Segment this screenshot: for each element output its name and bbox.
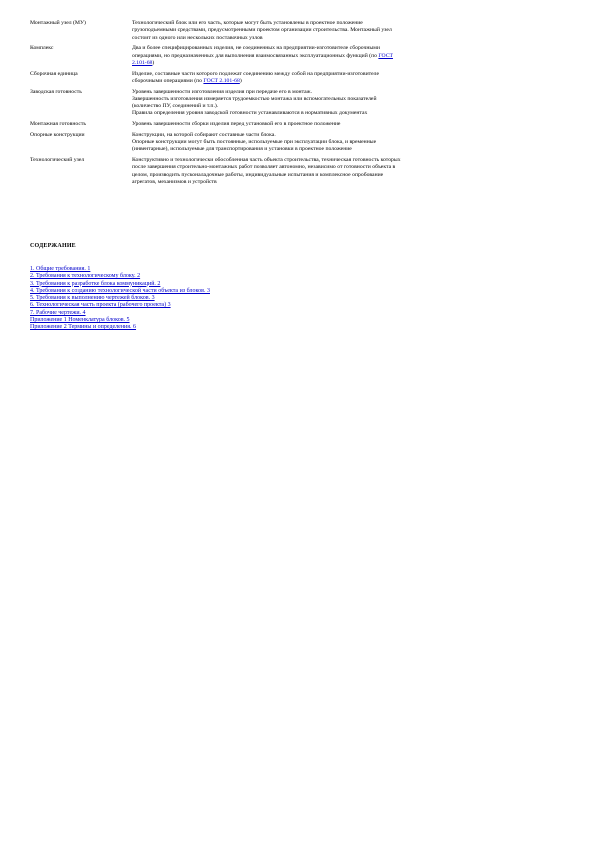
- term-definition: Изделие, составные части которого подлежат соединению между собой на предприятии-изготовителе сборочными операциями (по ГОСТ 2.101-68): [132, 70, 379, 84]
- term-definition: Технологический блок или его часть, которые могут быть установлены в проектное положение грузоподъемными средствами, предусмотренными проектом организации строительства. Монтажный узел состоит из одного или нескольких поставочных узлов: [132, 20, 392, 41]
- term-row: [30, 71, 570, 89]
- table-of-contents: [30, 266, 210, 332]
- toc-item: [30, 281, 210, 288]
- toc-link[interactable]: 2. Требования к технологическому блоку. 2: [30, 273, 141, 280]
- toc-item: [30, 310, 210, 317]
- term-definition: Уровень завершенности изготовления изделия при передаче его в монтаж. Завершенность изготовления измеряется трудоемкостью монтажа или вспомогательных показателей (количество ПУ, соединений и т.п.). Правила определения уровня заводской готовности устанавливаются в нормативных документах: [132, 88, 377, 117]
- toc-link[interactable]: 3. Требования к разработке блока коммуникаций. 2: [30, 280, 161, 287]
- term-row: [30, 132, 570, 157]
- term-row: [30, 89, 570, 122]
- term-definition: Два и более специфицированных изделия, не соединенных на предприятии-изготовителе сборочными операциями, но предназначенных для выполнения взаимосвязанных эксплуатационных функций (по ГОСТ 2.101-68): [132, 45, 393, 66]
- toc-item: [30, 302, 210, 309]
- term-name: Сборочная единица: [30, 70, 78, 77]
- term-row: [30, 157, 570, 190]
- toc-item: [30, 273, 210, 280]
- gost-link[interactable]: ГОСТ 2.101-68: [203, 77, 240, 84]
- toc-link[interactable]: 5. Требования к выполнению чертежей блоков. 3: [30, 295, 155, 302]
- term-name: Монтажная готовность: [30, 121, 86, 128]
- term-definition: Конструктивно и технологически обособленная часть объекта строительства, техническая готовность которых после завершения строительно-монтажных работ позволяет автономно, независимо от готовности объекта в целом, производить пусконаладочные работы, индивидуальные испытания и комплексное опробование агрегатов, механизмов и устройств: [132, 157, 401, 185]
- term-row: [30, 121, 570, 132]
- term-definition: Уровень завершенности сборки изделия перед установкой его в проектное положение: [132, 121, 341, 128]
- term-name: Технологический узел: [30, 157, 85, 164]
- term-row: [30, 45, 570, 70]
- term-row: [30, 20, 570, 45]
- term-name: Комплекс: [30, 45, 54, 52]
- toc-item: [30, 324, 210, 331]
- term-name: Монтажный узел (МУ): [30, 20, 86, 26]
- term-definition: Конструкции, на которой собирают составные части блока. Опорные конструкции могут быть постоянные, используемые при эксплуатации блока, и временные (инвентарные), используемые для транспортирования и установки в проектное положение: [132, 131, 377, 153]
- toc-link[interactable]: 1. Общие требования. 1: [30, 266, 91, 272]
- toc-item: [30, 317, 210, 324]
- gost-link[interactable]: ГОСТ: [378, 52, 393, 59]
- toc-link[interactable]: 6. Технологическая часть проекта (рабочего проекта) 3: [30, 302, 171, 309]
- toc-link[interactable]: 7. Рабочие чертежи. 4: [30, 309, 86, 316]
- toc-title: СОДЕРЖАНИЕ: [30, 243, 76, 249]
- term-name: Заводская готовность: [30, 88, 82, 95]
- toc-link[interactable]: Приложение 1 Номенклатура блоков. 5: [30, 317, 130, 324]
- terms-table: [30, 20, 570, 190]
- toc-link[interactable]: Приложение 2 Термины и определения. 6: [30, 324, 137, 331]
- toc-link[interactable]: 4. Требования к созданию технологической части объекта из блоков. 3: [30, 287, 210, 294]
- gost-link[interactable]: 2.101-68: [132, 59, 153, 66]
- term-name: Опорные конструкции: [30, 131, 85, 138]
